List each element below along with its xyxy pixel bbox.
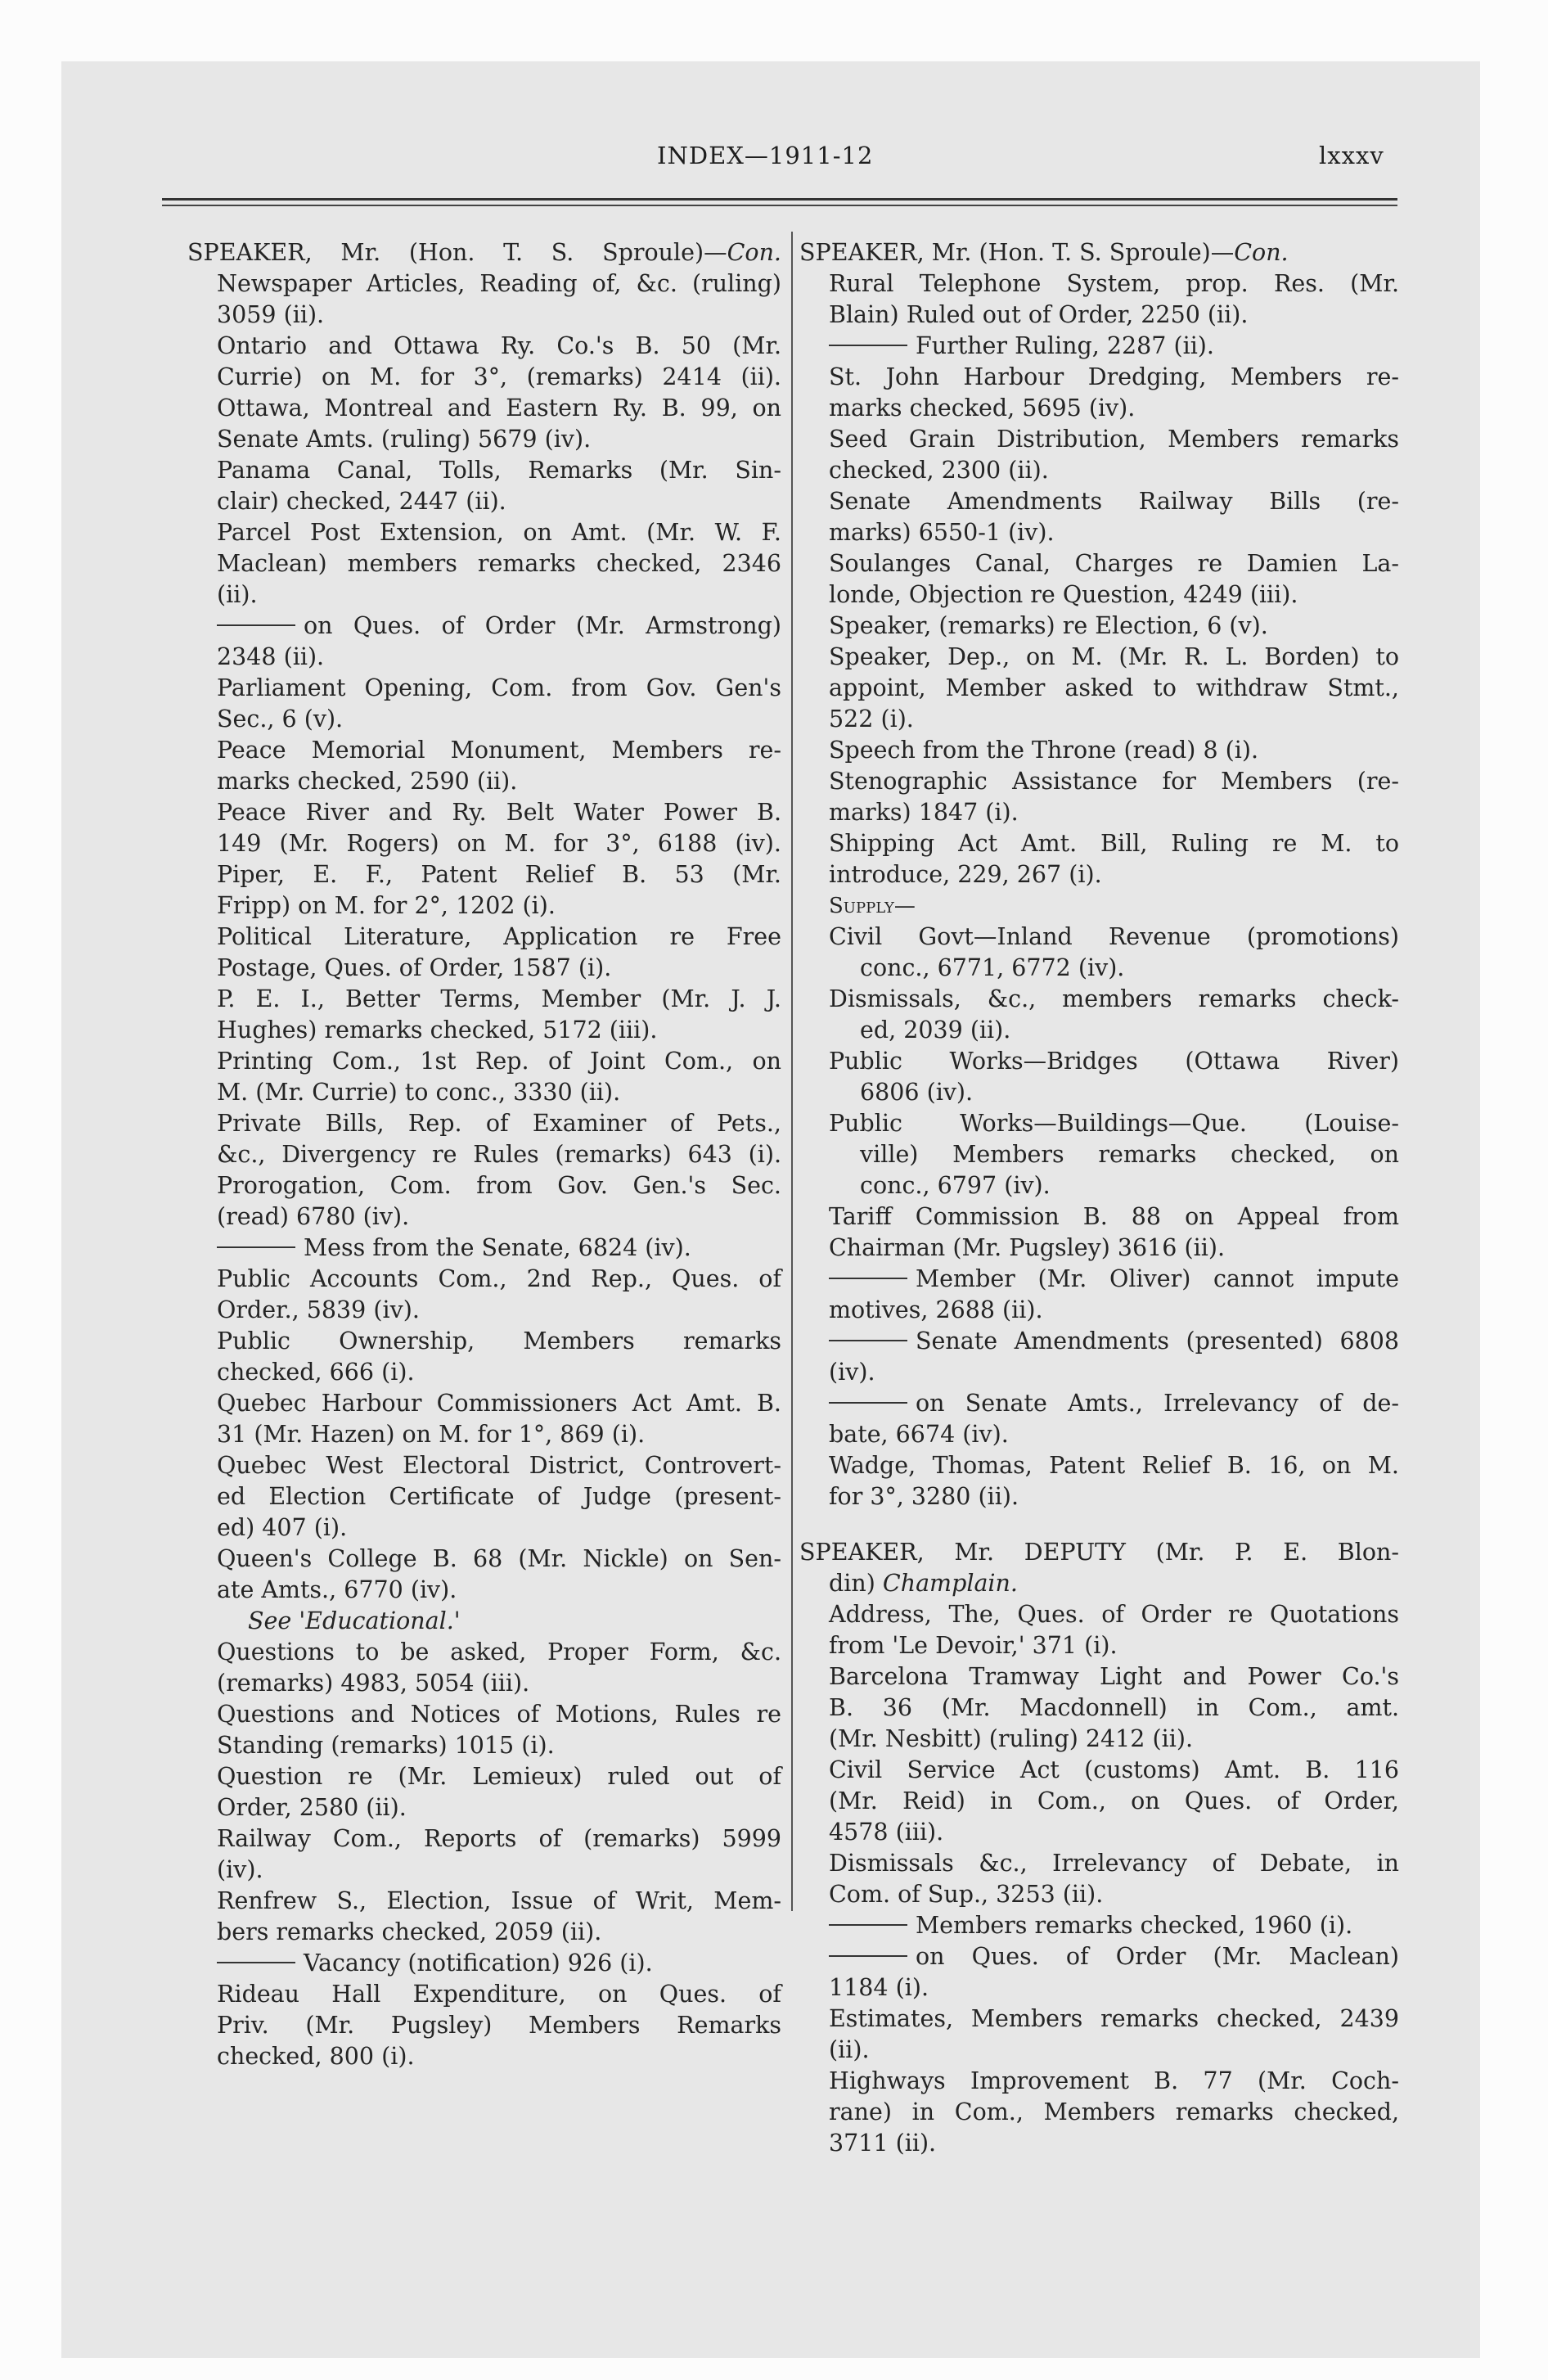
index-entry-line	[799, 579, 1399, 611]
index-entry-line	[799, 1357, 1399, 1388]
index-entry-line	[187, 1575, 781, 1606]
index-entry-line	[799, 922, 1399, 953]
index-entry-line	[187, 1419, 781, 1450]
entry-text: Senate Amts. (ruling) 5679 (iv).	[217, 426, 592, 453]
entry-text: M. (Mr. Currie) to conc., 3330 (ii).	[217, 1079, 621, 1106]
index-entry-line	[799, 611, 1399, 642]
index-entry-line	[799, 1972, 1399, 2004]
index-entry-line	[187, 1917, 781, 1948]
entry-text: Mess from the Senate, 6824 (iv).	[304, 1234, 691, 1261]
entry-text: checked, 2300 (ii).	[829, 457, 1049, 484]
index-entry-line	[799, 268, 1399, 300]
entry-text: bers remarks checked, 2059 (ii).	[217, 1918, 602, 1945]
entry-text: Currie) on M. for 3°, (remarks) 2414 (ii).	[217, 363, 781, 390]
index-entry-line	[799, 859, 1399, 890]
index-entry-line	[799, 393, 1399, 424]
index-entry-line	[799, 1170, 1399, 1201]
index-entry-line	[799, 1419, 1399, 1450]
page-number: lxxxv	[1319, 142, 1384, 169]
entry-text: Dismissals &c., Irrelevancy of Debate, in	[829, 1850, 1399, 1877]
index-entry-line	[799, 735, 1399, 766]
index-entry-line	[187, 1886, 781, 1917]
entry-text: Public Ownership, Members remarks	[217, 1327, 781, 1355]
index-entry-line	[187, 797, 781, 828]
entry-text: rane) in Com., Members remarks checked,	[829, 2098, 1399, 2125]
index-entry-line	[187, 1108, 781, 1139]
index-entry-line	[799, 1201, 1399, 1233]
index-entry-line	[187, 953, 781, 984]
header-rule-thick	[162, 198, 1397, 201]
entry-text: Piper, E. F., Patent Relief B. 53 (Mr.	[217, 861, 781, 888]
index-entry-line	[187, 1855, 781, 1886]
entry-text: Tariff Commission B. 88 on Appeal from	[829, 1203, 1399, 1230]
entry-text: Rideau Hall Expenditure, on Ques. of	[217, 1981, 781, 2008]
index-entry-line	[187, 1512, 781, 1544]
index-entry-line	[187, 1823, 781, 1855]
entry-text: 4578 (iii).	[829, 1819, 944, 1846]
entry-text: (read) 6780 (iv).	[217, 1203, 410, 1230]
entry-text: on Ques. of Order (Mr. Armstrong)	[304, 612, 781, 639]
entry-text: Newspaper Articles, Reading of, &c. (ruling)	[217, 270, 781, 297]
entry-text: Hughes) remarks checked, 5172 (iii).	[217, 1016, 658, 1044]
index-entry-line	[799, 1233, 1399, 1264]
index-entry-line	[799, 1879, 1399, 1910]
entry-text: ed Election Certificate of Judge (present-	[217, 1483, 781, 1510]
entry-text: Highways Improvement B. 77 (Mr. Coch-	[829, 2067, 1399, 2094]
entry-text: Parcel Post Extension, on Amt. (Mr. W. F.	[217, 519, 781, 546]
index-entry-line	[187, 1170, 781, 1201]
index-entry-line	[187, 1077, 781, 1108]
index-entry-line	[187, 486, 781, 517]
entry-text: Member (Mr. Oliver) cannot impute	[916, 1265, 1399, 1292]
entry-text: 3711 (ii).	[829, 2130, 937, 2157]
entry-text: Supply—	[829, 894, 916, 918]
ditto-dash	[217, 1962, 295, 1963]
entry-text: bate, 6674 (iv).	[829, 1421, 1009, 1448]
index-entry-line	[799, 766, 1399, 797]
entry-text: P. E. I., Better Terms, Member (Mr. J. J.	[217, 985, 781, 1012]
ditto-dash	[217, 624, 295, 626]
entry-text: Blain) Ruled out of Order, 2250 (ii).	[829, 301, 1249, 328]
entry-text: on Senate Amts., Irrelevancy of de-	[916, 1390, 1399, 1417]
index-heading-line	[799, 1537, 1399, 1568]
index-entry-line	[799, 1568, 1399, 1599]
index-entry-line	[187, 362, 781, 393]
entry-text: Shipping Act Amt. Bill, Ruling re M. to	[829, 830, 1399, 857]
entry-text: Political Literature, Application re Free	[217, 923, 781, 950]
index-entry-line	[187, 673, 781, 704]
entry-text: Members remarks checked, 1960 (i).	[916, 1912, 1353, 1939]
index-entry-line	[799, 1910, 1399, 1941]
entry-text: conc., 6797 (iv).	[860, 1172, 1051, 1199]
page-header-title: INDEX—1911-12	[657, 142, 874, 169]
entry-text: SPEAKER, Mr. (Hon. T. S. Sproule)—	[799, 239, 1235, 266]
entry-text: Speaker, Dep., on M. (Mr. R. L. Borden) to	[829, 643, 1399, 670]
index-entry-line	[187, 1668, 781, 1699]
entry-text: ed, 2039 (ii).	[860, 1016, 1011, 1044]
index-entry-line	[187, 1792, 781, 1823]
entry-text: (ii).	[217, 581, 258, 608]
index-entry-line	[187, 1388, 781, 1419]
entry-text: Public Works—Bridges (Ottawa River)	[829, 1048, 1399, 1075]
entry-text: Estimates, Members remarks checked, 2439	[829, 2005, 1399, 2032]
entry-italic-suffix: Champlain.	[882, 1570, 1018, 1597]
index-entry-line	[187, 2041, 781, 2072]
index-entry-line	[799, 486, 1399, 517]
entry-italic-suffix: Con.	[727, 239, 781, 266]
entry-text: 1184 (i).	[829, 1974, 929, 2001]
index-entry-line	[799, 953, 1399, 984]
entry-text: Speaker, (remarks) re Election, 6 (v).	[829, 612, 1268, 639]
index-entry-line	[187, 268, 781, 300]
entry-text: St. John Harbour Dredging, Members re-	[829, 363, 1399, 390]
entry-text: Railway Com., Reports of (remarks) 5999	[217, 1825, 781, 1852]
entry-text: (ii).	[829, 2036, 870, 2063]
entry-text: Postage, Ques. of Order, 1587 (i).	[217, 954, 612, 981]
index-entry-line	[799, 1264, 1399, 1295]
index-entry-line	[187, 2010, 781, 2041]
index-entry-line	[187, 300, 781, 331]
index-entry-line	[187, 828, 781, 859]
entry-text: Senate Amendments Railway Bills (re-	[829, 488, 1399, 515]
entry-text: Com. of Sup., 3253 (ii).	[829, 1881, 1104, 1908]
entry-text: Prorogation, Com. from Gov. Gen.'s Sec.	[217, 1172, 781, 1199]
index-entry-line	[799, 1450, 1399, 1481]
index-entry-line	[187, 1606, 781, 1637]
entry-text: Parliament Opening, Com. from Gov. Gen's	[217, 674, 781, 701]
index-entry-line	[799, 2004, 1399, 2035]
entry-text: Barcelona Tramway Light and Power Co.'s	[829, 1663, 1399, 1690]
index-entry-line	[187, 1544, 781, 1575]
entry-text: Priv. (Mr. Pugsley) Members Remarks	[217, 2012, 781, 2039]
entry-text: Ottawa, Montreal and Eastern Ry. B. 99, on	[217, 394, 781, 421]
entry-text: Vacancy (notification) 926 (i).	[304, 1950, 653, 1977]
index-entry-line	[799, 828, 1399, 859]
entry-text: Address, The, Ques. of Order re Quotations	[829, 1601, 1399, 1628]
entry-text: marks) 6550-1 (iv).	[829, 519, 1055, 546]
entry-text: Civil Govt—Inland Revenue (promotions)	[829, 923, 1399, 950]
entry-text: Stenographic Assistance for Members (re-	[829, 768, 1399, 795]
index-entry-line	[187, 735, 781, 766]
entry-text: Chairman (Mr. Pugsley) 3616 (ii).	[829, 1234, 1226, 1261]
index-entry-line	[799, 797, 1399, 828]
index-entry-line	[187, 1139, 781, 1170]
index-entry-line	[799, 1139, 1399, 1170]
index-entry-line	[187, 1264, 781, 1295]
entry-text: on Ques. of Order (Mr. Maclean)	[916, 1943, 1399, 1970]
entry-text: Questions to be asked, Proper Form, &c.	[217, 1639, 781, 1666]
index-entry-line	[799, 1661, 1399, 1693]
entry-text: Fripp) on M. for 2°, 1202 (i).	[217, 892, 556, 919]
index-heading-line	[187, 237, 781, 268]
index-entry-line	[799, 642, 1399, 673]
entry-text: &c., Divergency re Rules (remarks) 643 (i).	[217, 1141, 781, 1168]
entry-text: Wadge, Thomas, Patent Relief B. 16, on M.	[829, 1452, 1399, 1479]
index-entry-line	[187, 1295, 781, 1326]
index-entry-line	[187, 611, 781, 642]
entry-text: Questions and Notices of Motions, Rules re	[217, 1701, 781, 1728]
entry-text: Senate Amendments (presented) 6808	[916, 1327, 1399, 1355]
index-entry-line	[799, 362, 1399, 393]
index-entry-line	[799, 1817, 1399, 1848]
index-entry-line	[187, 1015, 781, 1046]
index-entry-line	[799, 673, 1399, 704]
entry-text: from 'Le Devoir,' 371 (i).	[829, 1632, 1118, 1659]
index-entry-line	[187, 579, 781, 611]
entry-text: marks) 1847 (i).	[829, 799, 1019, 826]
entry-text: See 'Educational.'	[248, 1607, 461, 1634]
index-entry-line	[187, 1233, 781, 1264]
index-column-right	[799, 237, 1399, 2159]
entry-text: londe, Objection re Question, 4249 (iii).	[829, 581, 1298, 608]
index-entry-line	[799, 1295, 1399, 1326]
entry-text: 6806 (iv).	[860, 1079, 974, 1106]
ditto-dash	[829, 1340, 907, 1341]
index-entry-line	[799, 890, 1399, 922]
index-entry-line	[187, 1699, 781, 1730]
index-entry-line	[799, 1388, 1399, 1419]
header-rule-thin	[162, 205, 1397, 206]
index-entry-line	[799, 1693, 1399, 1724]
entry-text: Panama Canal, Tolls, Remarks (Mr. Sin-	[217, 457, 781, 484]
index-entry-line	[187, 1948, 781, 1979]
entry-text: conc., 6771, 6772 (iv).	[860, 954, 1125, 981]
index-entry-line	[187, 922, 781, 953]
index-entry-line	[799, 704, 1399, 735]
index-entry-line	[187, 1357, 781, 1388]
index-entry-line	[187, 548, 781, 579]
index-entry-line	[187, 1979, 781, 2010]
index-entry-line	[187, 1481, 781, 1512]
index-entry-line	[799, 1786, 1399, 1817]
entry-text: ed) 407 (i).	[217, 1514, 348, 1541]
index-heading-line	[799, 237, 1399, 268]
index-entry-line	[799, 1755, 1399, 1786]
index-entry-line	[799, 2035, 1399, 2066]
index-entry-line	[799, 548, 1399, 579]
entry-text: Rural Telephone System, prop. Res. (Mr.	[829, 270, 1399, 297]
index-entry-line	[799, 300, 1399, 331]
ditto-dash	[217, 1246, 295, 1248]
entry-text: Speech from the Throne (read) 8 (i).	[829, 737, 1259, 764]
entry-text: Renfrew S., Election, Issue of Writ, Mem-	[217, 1887, 781, 1914]
index-entry-line	[187, 424, 781, 455]
entry-text: 31 (Mr. Hazen) on M. for 1°, 869 (i).	[217, 1421, 646, 1448]
entry-text: Sec., 6 (v).	[217, 705, 344, 732]
index-entry-line	[187, 455, 781, 486]
entry-gap	[799, 1512, 1399, 1537]
index-entry-line	[799, 2066, 1399, 2097]
index-entry-line	[799, 424, 1399, 455]
index-entry-line	[799, 2097, 1399, 2128]
entry-text: marks checked, 5695 (iv).	[829, 394, 1136, 421]
index-column-left	[187, 237, 781, 2072]
entry-text: (Mr. Reid) in Com., on Ques. of Order,	[829, 1787, 1399, 1814]
index-entry-line	[799, 517, 1399, 548]
index-entry-line	[799, 1015, 1399, 1046]
entry-text: ville) Members remarks checked, on	[860, 1141, 1399, 1168]
entry-text: Seed Grain Distribution, Members remarks	[829, 426, 1399, 453]
entry-text: Dismissals, &c., members remarks check-	[829, 985, 1399, 1012]
entry-text: Public Accounts Com., 2nd Rep., Ques. of	[217, 1265, 781, 1292]
index-entry-line	[799, 1848, 1399, 1879]
index-entry-line	[799, 1630, 1399, 1661]
index-entry-line	[799, 1046, 1399, 1077]
entry-text: (remarks) 4983, 5054 (iii).	[217, 1670, 530, 1697]
entry-text: Order, 2580 (ii).	[217, 1794, 407, 1821]
entry-text: Further Ruling, 2287 (ii).	[916, 332, 1214, 359]
entry-text: Peace Memorial Monument, Members re-	[217, 737, 781, 764]
ditto-dash	[829, 345, 907, 346]
index-entry-line	[799, 2128, 1399, 2159]
entry-text: appoint, Member asked to withdraw Stmt.,	[829, 674, 1399, 701]
entry-text: Civil Service Act (customs) Amt. B. 116	[829, 1756, 1399, 1783]
ditto-dash	[829, 1924, 907, 1926]
index-entry-line	[799, 1077, 1399, 1108]
entry-text: ate Amts., 6770 (iv).	[217, 1576, 457, 1603]
entry-text: Quebec Harbour Commissioners Act Amt. B.	[217, 1390, 781, 1417]
entry-text: 3059 (ii).	[217, 301, 325, 328]
entry-text: clair) checked, 2447 (ii).	[217, 488, 506, 515]
index-entry-line	[799, 1724, 1399, 1755]
entry-text: Quebec West Electoral District, Controvert-	[217, 1452, 781, 1479]
column-divider	[791, 232, 793, 1911]
index-entry-line	[799, 1941, 1399, 1972]
entry-text: Order., 5839 (iv).	[217, 1296, 420, 1323]
entry-text: Queen's College B. 68 (Mr. Nickle) on Sen-	[217, 1545, 781, 1572]
entry-text: B. 36 (Mr. Macdonnell) in Com., amt.	[829, 1694, 1399, 1721]
index-entry-line	[187, 331, 781, 362]
entry-text: for 3°, 3280 (ii).	[829, 1483, 1019, 1510]
index-entry-line	[187, 1450, 781, 1481]
entry-text: checked, 800 (i).	[217, 2043, 415, 2070]
entry-text: din)	[829, 1570, 883, 1597]
entry-text: (Mr. Nesbitt) (ruling) 2412 (ii).	[829, 1725, 1194, 1752]
entry-text: Ontario and Ottawa Ry. Co.'s B. 50 (Mr.	[217, 332, 781, 359]
index-entry-line	[187, 766, 781, 797]
index-entry-line	[187, 517, 781, 548]
index-entry-line	[187, 393, 781, 424]
index-entry-line	[187, 859, 781, 890]
index-entry-line	[799, 455, 1399, 486]
entry-text: Soulanges Canal, Charges re Damien La-	[829, 550, 1399, 577]
index-entry-line	[187, 1201, 781, 1233]
entry-text: marks checked, 2590 (ii).	[217, 768, 518, 795]
index-entry-line	[187, 984, 781, 1015]
entry-text: SPEAKER, Mr. DEPUTY (Mr. P. E. Blon-	[799, 1539, 1399, 1566]
entry-text: 2348 (ii).	[217, 643, 325, 670]
index-entry-line	[187, 1730, 781, 1761]
entry-text: motives, 2688 (ii).	[829, 1296, 1043, 1323]
index-entry-line	[799, 1599, 1399, 1630]
entry-text: checked, 666 (i).	[217, 1359, 415, 1386]
entry-italic-suffix: Con.	[1234, 239, 1289, 266]
entry-text: Standing (remarks) 1015 (i).	[217, 1732, 555, 1759]
index-entry-line	[799, 984, 1399, 1015]
index-entry-line	[187, 704, 781, 735]
entry-text: Peace River and Ry. Belt Water Power B.	[217, 799, 781, 826]
entry-text: Printing Com., 1st Rep. of Joint Com., on	[217, 1048, 781, 1075]
index-entry-line	[187, 1326, 781, 1357]
index-entry-line	[187, 642, 781, 673]
entry-text: Maclean) members remarks checked, 2346	[217, 550, 781, 577]
entry-text: (iv).	[217, 1856, 263, 1883]
entry-text: 149 (Mr. Rogers) on M. for 3°, 6188 (iv).	[217, 830, 781, 857]
entry-text: (iv).	[829, 1359, 875, 1386]
index-entry-line	[799, 1481, 1399, 1512]
entry-text: Public Works—Buildings—Que. (Louise-	[829, 1110, 1399, 1137]
entry-text: Question re (Mr. Lemieux) ruled out of	[217, 1763, 781, 1790]
entry-text: SPEAKER, Mr. (Hon. T. S. Sproule)—	[187, 239, 727, 266]
ditto-dash	[829, 1278, 907, 1279]
index-entry-line	[799, 1108, 1399, 1139]
entry-text: Private Bills, Rep. of Examiner of Pets.,	[217, 1110, 781, 1137]
ditto-dash	[829, 1955, 907, 1957]
index-entry-line	[799, 331, 1399, 362]
index-entry-line	[187, 1046, 781, 1077]
index-entry-line	[799, 1326, 1399, 1357]
entry-text: introduce, 229, 267 (i).	[829, 861, 1102, 888]
ditto-dash	[829, 1402, 907, 1404]
index-entry-line	[187, 1761, 781, 1792]
index-entry-line	[187, 1637, 781, 1668]
index-entry-line	[187, 890, 781, 922]
entry-text: 522 (i).	[829, 705, 914, 732]
